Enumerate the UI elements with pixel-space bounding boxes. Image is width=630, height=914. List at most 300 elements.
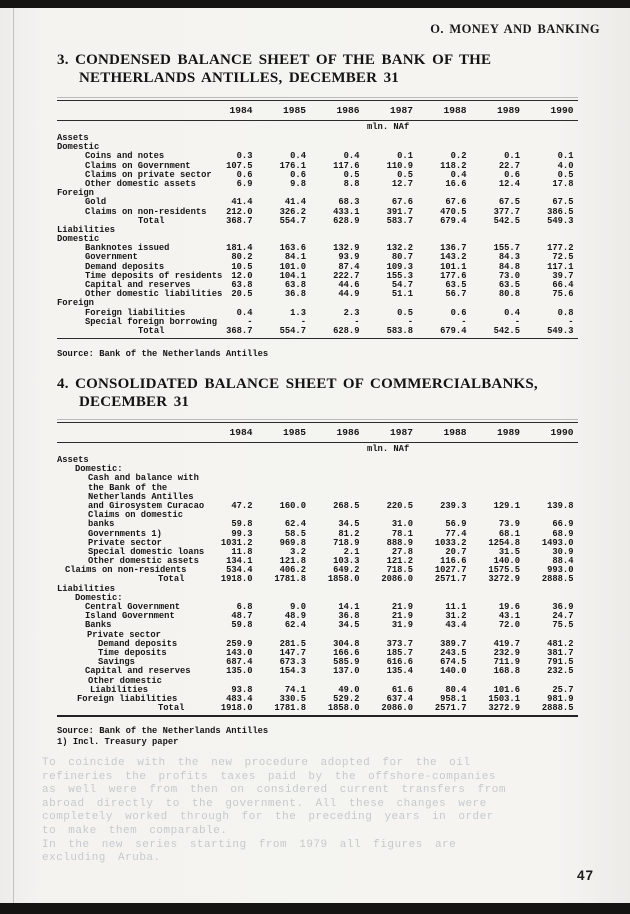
row-label: Special foreign borrowing [85,316,217,327]
table4-bottom-rule [57,715,578,717]
cell-value: 9.0 [290,602,306,612]
cell-value: 958.1 [440,693,467,704]
cell-value: - [247,316,253,327]
cell-value: 48.7 [231,611,253,622]
cell-value: 1781.8 [274,574,306,585]
row-label: Liabilities [57,583,116,594]
cell-value: 36.9 [552,602,574,612]
cell-value: 0.4 [290,151,306,162]
cell-value: 54.7 [391,280,413,290]
row-label: Demand deposits [85,261,165,272]
scan-edge-top [0,0,630,8]
table3-source: Source: Bank of the Netherlands Antilles [57,349,269,359]
cell-value: 0.2 [450,151,467,162]
cell-value: 73.9 [498,519,520,530]
row-label: Assets [57,455,89,465]
cell-value: 68.9 [552,528,574,539]
table-row [57,290,578,299]
row-label: Claims on Government [85,160,191,171]
cell-value: 67.5 [552,197,574,208]
cell-value: 20.5 [231,289,253,300]
cell-value: 24.7 [552,611,574,622]
row-label: Total [138,215,165,226]
cell-value: 67.6 [391,197,413,208]
cell-value: 969.8 [279,537,306,548]
row-label: Netherlands Antilles [88,491,194,502]
table-row [57,585,578,594]
cell-value: 481.2 [547,638,574,649]
cell-value: 718.9 [333,537,360,548]
cell-value: 433.1 [333,206,360,217]
cell-value: 10.5 [231,261,253,272]
cell-value: 136.7 [440,243,467,254]
year-label: 1990 [550,105,574,116]
cell-value: 56.7 [445,289,467,300]
cell-value: 80.7 [391,252,413,263]
page-binding-line [13,8,14,903]
cell-value: 63.8 [284,280,306,290]
cell-value: 67.6 [445,197,467,208]
cell-value: 381.7 [547,647,574,658]
cell-value: 47.2 [231,500,253,511]
cell-value: 212.0 [226,206,253,217]
cell-value: 583.7 [386,215,413,226]
cell-value: 389.7 [440,638,467,649]
cell-value: 75.5 [552,620,574,631]
cell-value: 232.5 [547,666,574,677]
cell-value: 2571.7 [434,574,467,585]
cell-value: 377.7 [493,206,520,217]
cell-value: 139.8 [547,500,574,511]
row-label: Domestic: [75,592,123,603]
table-row [57,226,578,235]
cell-value: 0.5 [557,169,574,180]
year-label: 1989 [496,427,520,438]
cell-value: 88.4 [552,556,574,567]
cell-value: 72.0 [498,620,520,631]
cell-value: 62.4 [284,519,306,530]
cell-value: 470.5 [440,206,467,217]
cell-value: 93.8 [231,684,253,695]
cell-value: 74.1 [284,684,306,695]
scan-edge-bottom [0,903,630,914]
table4-title [57,376,538,411]
row-label: Liabilities [90,684,149,695]
cell-value: 140.0 [440,666,467,677]
row-label: Island Government [85,611,175,622]
bleed-through-line: abroad directly to the government. All these changes were [42,797,487,810]
cell-value: 585.9 [333,657,360,668]
cell-value: 177.6 [440,270,467,281]
cell-value: 1781.8 [274,703,306,714]
cell-value: 101.6 [493,684,520,695]
table4-unit-label: mln. NAf [367,444,410,454]
cell-value: 99.3 [231,528,253,539]
row-label: Private sector [88,537,162,548]
cell-value: 17.8 [552,178,574,189]
year-label: 1990 [550,427,574,438]
cell-value: 61.6 [391,684,413,695]
cell-value: 549.3 [547,325,574,336]
cell-value: 59.8 [231,519,253,530]
year-label: 1986 [336,105,360,116]
row-label: Foreign liabilities [85,307,186,318]
cell-value: 2086.0 [381,703,413,714]
cell-value: 75.6 [552,289,574,300]
cell-value: 132.9 [333,243,360,254]
cell-value: 711.9 [493,657,520,668]
cell-value: 3.2 [290,546,306,557]
row-label: Domestic: [75,464,123,475]
row-label: Assets [57,133,89,143]
cell-value: 0.5 [343,169,360,180]
cell-value: 1575.5 [488,565,520,576]
cell-value: 14.1 [338,602,360,612]
cell-value: 3272.9 [488,574,520,585]
cell-value: 11.8 [231,546,253,557]
table3 [57,100,578,339]
cell-value: 12.7 [391,178,413,189]
cell-value: 6.8 [236,602,253,612]
cell-value: 62.4 [284,620,306,631]
row-label: Special domestic loans [88,546,205,557]
cell-value: 483.4 [226,693,253,704]
cell-value: 542.5 [493,325,520,336]
cell-value: 177.2 [547,243,574,254]
cell-value: 3272.9 [488,703,520,714]
row-label: Central Government [85,602,181,612]
cell-value: 129.1 [493,500,520,511]
row-label: Total [158,574,185,585]
cell-value: 63.8 [231,280,253,290]
cell-value: 110.9 [386,160,413,171]
cell-value: 81.2 [338,528,360,539]
cell-value: 239.3 [440,500,467,511]
row-label: Foreign liabilities [77,693,178,704]
cell-value: 679.4 [440,215,467,226]
cell-value: 330.5 [279,693,306,704]
cell-value: 78.1 [391,528,413,539]
cell-value: 0.3 [236,151,253,162]
row-label: Domestic [57,234,100,245]
cell-value: 22.7 [498,160,520,171]
row-label: Other domestic [88,675,162,686]
cell-value: 11.1 [445,602,467,612]
cell-value: 163.6 [279,243,306,254]
cell-value: 68.1 [498,528,520,539]
cell-value: 101.0 [279,261,306,272]
cell-value: 66.9 [552,519,574,530]
cell-value: 2888.5 [541,574,574,585]
cell-value: 386.5 [547,206,574,217]
table3-bottom-rule [57,338,578,339]
cell-value: 0.8 [557,307,574,318]
year-header-spacer [57,423,202,442]
cell-value: 981.9 [547,693,574,704]
cell-value: 1027.7 [434,565,467,576]
row-label: Claims on non-residents [85,206,207,217]
table-row [57,456,578,465]
cell-value: 583.8 [386,325,413,336]
cell-value: 49.0 [338,684,360,695]
cell-value: 368.7 [226,325,253,336]
row-label: Claims on non-residents [65,565,187,576]
cell-value: 132.2 [386,243,413,254]
table3-title-line2: NETHERLANDS ANTILLES, DECEMBER 31 [79,69,400,86]
table4-year-header [57,423,578,443]
cell-value: 419.7 [493,638,520,649]
cell-value: 41.4 [231,197,253,208]
cell-value: 554.7 [279,325,306,336]
cell-value: 181.4 [226,243,253,254]
cell-value: 1858.0 [327,703,360,714]
table3-year-header [57,101,578,121]
table-row [57,327,578,336]
cell-value: 168.8 [493,666,520,677]
cell-value: 80.4 [445,684,467,695]
cell-value: 41.4 [284,197,306,208]
cell-value: - [300,316,306,327]
cell-value: 368.7 [226,215,253,226]
cell-value: 718.5 [386,565,413,576]
cell-value: 628.9 [333,215,360,226]
bleed-through-line: excluding Aruba. [42,852,161,865]
table3-unit-label: mln. NAf [367,122,410,132]
row-label: Foreign [57,298,94,309]
cell-value: 51.1 [391,289,413,300]
cell-value: 135.0 [226,666,253,677]
cell-value: 140.0 [493,556,520,567]
cell-value: 80.8 [498,289,520,300]
table3-title-line1: 3. CONDENSED BALANCE SHEET OF THE BANK OF THE [57,52,492,68]
row-label: Gold [85,197,107,208]
cell-value: 118.2 [440,160,467,171]
row-label: Capital and reserves [85,666,191,677]
cell-value: 2571.7 [434,703,467,714]
row-label: banks [88,519,115,530]
year-label: 1988 [443,105,467,116]
cell-value: 1503.1 [488,693,520,704]
table-row [57,134,578,143]
cell-value: 0.6 [450,307,467,318]
cell-value: 1918.0 [220,574,253,585]
row-label: Claims on private sector [85,169,212,180]
cell-value: 31.5 [498,546,520,557]
cell-value: 268.5 [333,500,360,511]
row-label: Total [158,703,185,714]
cell-value: 222.7 [333,270,360,281]
cell-value: 73.0 [498,270,520,281]
row-label: Banknotes issued [85,243,170,254]
cell-value: - [407,316,413,327]
cell-value: 0.4 [343,151,360,162]
cell-value: 326.2 [279,206,306,217]
cell-value: 155.3 [386,270,413,281]
cell-value: 84.3 [498,252,520,263]
cell-value: 121.2 [386,556,413,567]
row-label: Other domestic assets [85,178,196,189]
cell-value: 103.3 [333,556,360,567]
cell-value: 80.2 [231,252,253,263]
year-label: 1984 [229,427,253,438]
cell-value: 281.5 [279,638,306,649]
cell-value: 243.5 [440,647,467,658]
cell-value: 72.5 [552,252,574,263]
table4-source: Source: Bank of the Netherlands Antilles [57,726,269,736]
row-label: and Girosystem Curacao [88,500,205,511]
table3-title [57,52,491,87]
row-label: Demand deposits [98,638,178,649]
cell-value: 1493.0 [541,537,574,548]
year-label: 1986 [336,427,360,438]
row-label: Government [85,252,138,263]
cell-value: 48.9 [284,611,306,622]
cell-value: 176.1 [279,160,306,171]
cell-value: 185.7 [386,647,413,658]
cell-value: 67.5 [498,197,520,208]
cell-value: 0.6 [236,169,253,180]
cell-value: 143.0 [226,647,253,658]
cell-value: 31.2 [445,611,467,622]
cell-value: 1918.0 [220,703,253,714]
cell-value: 616.6 [386,657,413,668]
cell-value: 44.9 [338,289,360,300]
cell-value: 21.9 [391,602,413,612]
row-label: Other domestic assets [88,556,199,567]
cell-value: 109.3 [386,261,413,272]
bleed-through-line: as well were from then on considered current transfers from [42,784,506,797]
cell-value: 93.9 [338,252,360,263]
cell-value: - [354,316,360,327]
row-label: Time deposits of residents [85,270,223,281]
cell-value: 2086.0 [381,574,413,585]
cell-value: 1031.2 [220,537,253,548]
year-label: 1988 [443,427,467,438]
cell-value: 993.0 [547,565,574,576]
cell-value: 36.8 [284,289,306,300]
row-label: Capital and reserves [85,280,191,290]
cell-value: 373.7 [386,638,413,649]
cell-value: 34.5 [338,620,360,631]
cell-value: 68.3 [338,197,360,208]
cell-value: 25.7 [552,684,574,695]
bleed-through-line: refineries the profits taxes paid by the offshore-companies [42,770,496,783]
year-label: 1984 [229,105,253,116]
cell-value: 391.7 [386,206,413,217]
cell-value: 2.1 [343,546,360,557]
cell-value: 637.4 [386,693,413,704]
cell-value: 1033.2 [434,537,467,548]
row-label: Total [138,325,165,336]
row-label: Liabilities [57,224,116,235]
cell-value: 36.8 [338,611,360,622]
row-label: Time deposits [98,647,167,658]
cell-value: 220.5 [386,500,413,511]
cell-value: 0.5 [397,307,413,318]
bleed-through-line: completely worked through for the preceding years in order [42,811,494,824]
cell-value: 2888.5 [541,703,574,714]
row-label: Coins and notes [85,151,165,162]
cell-value: - [461,316,467,327]
page-number: 47 [576,868,594,883]
table4-title-line2: DECEMBER 31 [79,393,190,410]
cell-value: 166.6 [333,647,360,658]
table4 [57,422,578,717]
cell-value: 63.5 [498,280,520,290]
cell-value: 673.3 [279,657,306,668]
year-label: 1987 [389,105,413,116]
table3-rows [57,134,578,336]
cell-value: - [514,316,520,327]
table-row [57,704,578,713]
cell-value: 121.8 [279,556,306,567]
cell-value: 147.7 [279,647,306,658]
cell-value: 63.5 [445,280,467,290]
row-label: Cash and balance with [88,473,199,484]
cell-value: 59.8 [231,620,253,631]
table4-title-line1: 4. CONSOLIDATED BALANCE SHEET OF COMMERCIALBANKS, [57,376,538,392]
cell-value: 101.1 [440,261,467,272]
cell-value: 16.6 [445,178,467,189]
cell-value: 888.9 [386,537,413,548]
cell-value: 554.7 [279,215,306,226]
cell-value: 43.4 [445,620,467,631]
cell-value: 687.4 [226,657,253,668]
cell-value: 679.4 [440,325,467,336]
table4-footnote: 1) Incl. Treasury paper [57,737,179,747]
year-label: 1987 [389,427,413,438]
cell-value: 84.8 [498,261,520,272]
cell-value: 77.4 [445,528,467,539]
year-label: 1985 [282,427,306,438]
year-header-spacer [57,101,202,120]
cell-value: 0.4 [236,307,253,318]
cell-value: 0.4 [504,307,520,318]
cell-value: 791.5 [547,657,574,668]
cell-value: 58.5 [284,528,306,539]
cell-value: 19.6 [498,602,520,612]
cell-value: 259.9 [226,638,253,649]
cell-value: 0.6 [290,169,306,180]
cell-value: 1254.8 [488,537,520,548]
cell-value: 44.6 [338,280,360,290]
cell-value: 134.1 [226,556,253,567]
cell-value: 8.8 [343,178,360,189]
row-label: Private sector [87,629,161,640]
cell-value: 4.0 [557,160,574,171]
row-label: Banks [85,620,112,631]
cell-value: 66.4 [552,280,574,290]
cell-value: 84.1 [284,252,306,263]
cell-value: 649.2 [333,565,360,576]
cell-value: 628.9 [333,325,360,336]
table-row [57,180,578,189]
cell-value: 0.1 [504,151,520,162]
cell-value: 542.5 [493,215,520,226]
cell-value: 12.0 [231,270,253,281]
bleed-through-line: In the new series starting from 1979 all figures are [42,838,457,851]
cell-value: 30.9 [552,546,574,557]
year-label: 1989 [496,105,520,116]
cell-value: 9.8 [290,178,306,189]
row-label: Other domestic liabilities [85,289,223,300]
cell-value: 21.9 [391,611,413,622]
row-label: Domestic [57,142,100,153]
cell-value: 137.0 [333,666,360,677]
cell-value: 104.1 [279,270,306,281]
row-label: Claims on domestic [88,510,184,521]
cell-value: 160.0 [279,500,306,511]
